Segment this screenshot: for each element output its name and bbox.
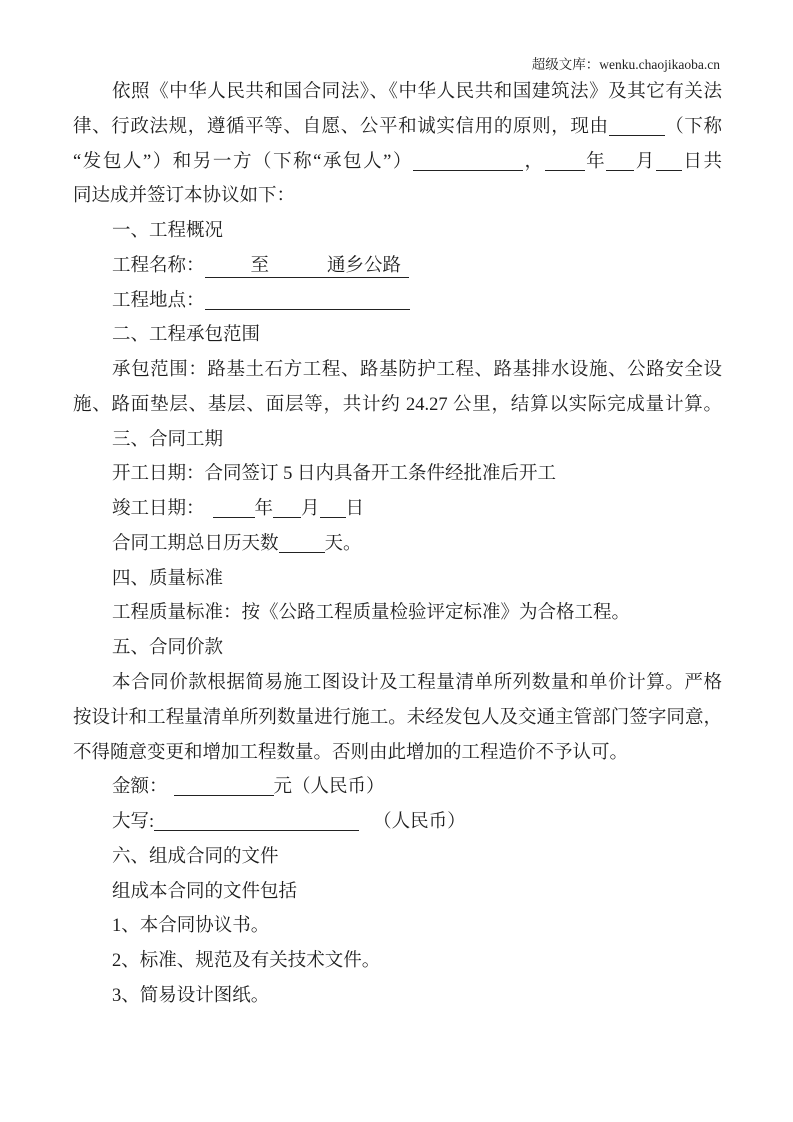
intro-line-3-text: “发包人”）和另一方（下称“承包人”）	[73, 151, 413, 172]
heading-section-4-quality: 四、质量标准	[112, 568, 224, 589]
intro-line-2	[73, 110, 722, 145]
blank-amount	[174, 781, 274, 796]
blank-completion-year	[213, 503, 255, 518]
blank-project-location	[205, 295, 410, 310]
intro-line-1: 依照《中华人民共和国合同法》、《中华人民共和国建筑法》及其它有关法	[112, 82, 722, 102]
amount-line	[73, 770, 722, 805]
blank-pad	[205, 270, 251, 271]
watermark: 超级文库：wenku.chaojikaoba.cn	[531, 57, 720, 72]
heading-section-6-documents: 六、组成合同的文件	[112, 846, 279, 867]
field-project-name	[73, 249, 722, 284]
scope-line-2: 施、路面垫层、基层、面层等，共计约 24.27 公里，结算以实际完成量计算。	[73, 394, 722, 415]
documents-intro-line: 组成本合同的文件包括	[112, 881, 298, 902]
blank-pad	[401, 270, 409, 271]
amount-words-unit: （人民币）	[373, 812, 466, 833]
month-label: 月	[301, 499, 320, 520]
blank-completion-day	[320, 503, 346, 518]
year-label: 年	[584, 151, 607, 172]
doc-list-item-3: 3、简易设计图纸。	[112, 985, 270, 1006]
amount-words-line	[73, 805, 722, 840]
amount-unit: 元（人民币）	[273, 777, 385, 798]
blank-contractor-name	[413, 156, 523, 171]
completion-date-line	[73, 492, 722, 527]
heading-section-1-overview: 一、工程概况	[112, 221, 224, 242]
price-para-line-2: 按设计和工程量清单所列数量进行施工。未经发包人及交通主管部门签字同意，	[73, 707, 722, 728]
doc-list-item-1: 1、本合同协议书。	[112, 916, 270, 937]
comma-separator: ，	[522, 151, 545, 172]
intro-line-2-text: 律、行政法规，遵循平等、自愿、公平和诚实信用的原则，现由	[73, 116, 609, 137]
day-label: 日共	[681, 151, 722, 172]
amount-label: 金额：	[112, 777, 168, 798]
heading-section-3-duration: 三、合同工期	[112, 429, 224, 450]
quality-standard-line: 工程质量标准：按《公路工程质量检验评定标准》为合格工程。	[112, 603, 631, 624]
day-label: 日	[345, 499, 365, 520]
field-project-location	[73, 284, 722, 319]
project-name-label: 工程名称：	[112, 255, 205, 276]
heading-section-5-price: 五、合同价款	[112, 638, 224, 659]
completion-date-label: 竣工日期：	[112, 499, 205, 520]
project-name-road: 通乡公路	[327, 255, 402, 276]
duration-label: 合同工期总日历天数	[112, 533, 279, 554]
scope-line-1: 承包范围：路基土石方工程、路基防护工程、路基排水设施、公路安全设	[112, 360, 722, 381]
blank-sign-day	[656, 156, 682, 171]
price-para-line-1: 本合同价款根据简易施工图设计及工程量清单所列数量和单价计算。严格	[112, 673, 722, 694]
intro-line-2-tail: （下称	[664, 116, 722, 137]
project-name-from: 至	[250, 255, 270, 276]
blank-employer-name	[609, 121, 665, 136]
blank-sign-month	[606, 156, 634, 171]
blank-pad	[269, 270, 327, 271]
project-location-label: 工程地点：	[112, 290, 205, 311]
intro-line-4: 同达成并签订本协议如下：	[73, 186, 296, 207]
blank-duration-days	[279, 538, 325, 553]
contract-document	[73, 75, 722, 1014]
blank-project-name	[205, 255, 410, 278]
duration-unit: 天。	[324, 533, 362, 554]
intro-line-3	[73, 145, 722, 180]
doc-list-item-2: 2、标准、规范及有关技术文件。	[112, 951, 381, 972]
blank-completion-month	[273, 503, 301, 518]
blank-amount-words	[154, 816, 359, 831]
heading-section-2-scope: 二、工程承包范围	[112, 325, 261, 346]
blank-sign-year	[545, 156, 585, 171]
amount-words-label: 大写:	[112, 812, 155, 833]
start-date-line: 开工日期：合同签订 5 日内具备开工条件经批准后开工	[112, 464, 557, 485]
year-label: 年	[254, 499, 274, 520]
duration-line	[73, 527, 722, 562]
month-label: 月	[634, 151, 656, 172]
price-para-line-3: 不得随意变更和增加工程数量。否则由此增加的工程造价不予认可。	[73, 742, 629, 763]
